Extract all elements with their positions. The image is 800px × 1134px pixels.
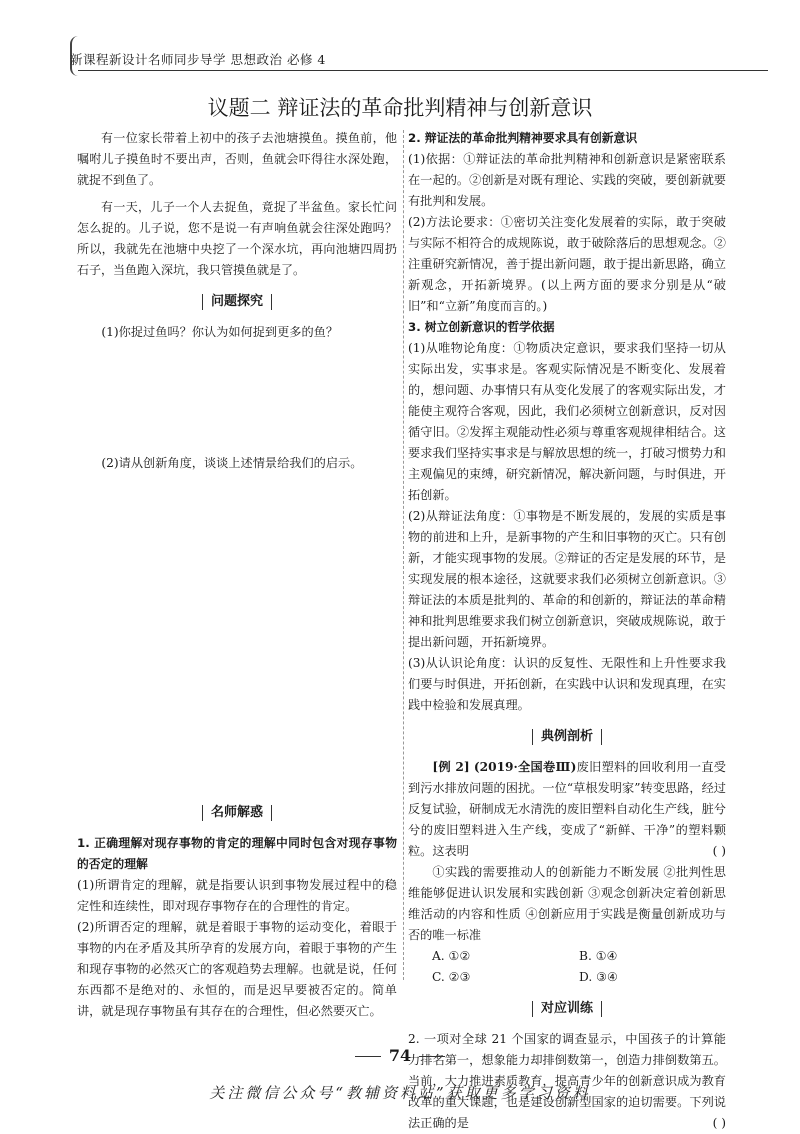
option-c: C. ②③	[432, 970, 471, 984]
left-column	[77, 128, 397, 1022]
section-2-title: 2. 辩证法的革命批判精神要求具有创新意识	[408, 131, 638, 145]
header-rule	[78, 70, 768, 71]
answer-options	[408, 946, 726, 988]
section-3-para-3: (3)从认识论角度：认识的反复性、无限性和上升性要求我们要与时俱进，开拓创新，在实践中认识和发现真理，在实践中检验和发展真理。	[408, 656, 726, 712]
story-paragraph-1: 有一位家长带着上初中的孩子去池塘摸鱼。摸鱼前，他嘱咐儿子摸鱼时不要出声，否则，鱼就会吓得往水深处跑，就捉不到鱼了。	[77, 131, 397, 187]
question-1: (1)你捉过鱼吗？你认为如何捉到更多的鱼？	[101, 325, 339, 339]
section-1-title: 1. 正确理解对现存事物的肯定的理解中同时包含对现存事物的否定的理解	[77, 836, 397, 871]
section-1-para-2: (2)所谓否定的理解，就是着眼于事物的运动变化，着眼于事物的内在矛盾及其所孕育的发展方向，着眼于事物的产生和现存事物的必然灭亡的客观趋势去理解。也就是说，任何东西都不是绝对的、永恒的，而是迟早要被否定的。简单讲，就是现存事物虽有其存在的合理性，但必然要灭亡。	[77, 920, 397, 1018]
section-box-example: 典例剖析	[408, 726, 726, 747]
example-text: 废旧塑料的回收利用一直受到污水排放问题的困扰。一位“草根发明家”转变思路，经过反复试验，研制成无水清洗的废旧塑料自动化生产线，脏兮兮的废旧塑料进入生产线，变成了“新鲜、干净”的塑料颗粒。这表明	[408, 760, 726, 858]
story-paragraph-2: 有一天，儿子一个人去捉鱼，竟捉了半盆鱼。家长忙问怎么捉的。儿子说，您不是说一有声响鱼就会往深处跑吗？所以，我就先在池塘中央挖了一个深水坑，再向池塘四周扔石子，当鱼跑入深坑，我只管摸鱼就是了。	[77, 200, 397, 277]
option-a: A. ①②	[432, 949, 471, 963]
option-b: B. ①④	[579, 949, 618, 963]
right-column	[408, 128, 726, 1134]
option-d: D. ③④	[579, 970, 618, 984]
section-1-para-1: (1)所谓肯定的理解，就是指要认识到事物发展过程中的稳定性和连续性，即对现存事物存在的合理性的肯定。	[77, 878, 397, 913]
example-question	[408, 757, 726, 862]
section-box-training: 对应训练	[408, 998, 726, 1019]
answer-paren: ( )	[712, 844, 726, 858]
section-3-para-2: (2)从辩证法角度：①事物是不断发展的，发展的实质是事物的前进和上升，是新事物的产生和旧事物的灭亡。只有创新，才能实现事物的发展。②辩证的否定是发展的环节，是实现发展的根本途径，这就要求我们必须树立创新意识。③辩证法的本质是批判的、革命的和创新的，辩证法的革命精神和批判思维要求我们树立创新意识，突破成规陈说，敢于提出新问题，开拓新境界。	[408, 509, 726, 649]
question-2: (2)请从创新角度，谈谈上述情景给我们的启示。	[101, 456, 363, 470]
running-header: 新课程新设计名师同步导学 思想政治 必修 4	[70, 52, 326, 67]
example-label: [例 2]	[432, 760, 470, 774]
section-2-para-1: (1)依据：①辩证法的革命批判精神和创新意识是紧密联系在一起的。②创新是对既有理论、实践的突破，要创新就要有批判和发展。	[408, 152, 726, 208]
section-3-para-1: (1)从唯物论角度：①物质决定意识，要求我们坚持一切从实际出发，实事求是。客观实际情况是不断变化、发展着的，想问题、办事情只有从变化发展了的客观实际出发，才能使主观符合客观，因此，我们必须树立创新意识，反对因循守旧。②发挥主观能动性必须与尊重客观规律相结合。这要求我们坚持实事求是与解放思想的统一，打破习惯势力和主观偏见的束缚，研究新情况，解决新问题，与时俱进，开拓创新。	[408, 341, 726, 502]
footer-watermark: 关注微信公众号“教辅资料站”获取更多学习资料	[209, 1084, 591, 1102]
section-3-title: 3. 树立创新意识的哲学依据	[408, 320, 555, 334]
column-divider	[403, 130, 404, 980]
example-statements: ①实践的需要推动人的创新能力不断发展 ②批判性思维能够促进认识发展和实践创新 ③观念创新决定着创新思维活动的内容和性质 ④创新应用于实践是衡量创新成功与否的唯一标准	[408, 865, 726, 942]
training-question: 2. 一项对全球 21 个国家的调查显示，中国孩子的计算能力排名第一，想象能力却排倒数第一，创造力排倒数第五。当前，大力推进素质教育，提高青少年的创新意识成为教育改革的重大课题，也是建设创新型国家的迫切需要。下列说法正确的是 ( )	[408, 1029, 726, 1134]
section-2-para-2: (2)方法论要求：①密切关注变化发展着的实际，敢于突破与实际不相符合的成规陈说，敢于破除落后的思想观念。②注重研究新情况，善于提出新问题，敢于提出新思路，确立新观念，开拓新境界。(以上两方面的要求分别是从“破旧”和“立新”角度而言的。)	[408, 215, 726, 313]
page-title: 议题二 辩证法的革命批判精神与创新意识	[207, 96, 593, 120]
section-box-inquiry: 问题探究	[77, 291, 397, 312]
section-box-explain: 名师解惑	[77, 802, 397, 823]
example-source: (2019·全国卷Ⅲ)	[473, 760, 577, 774]
page-number: 74	[0, 1046, 800, 1065]
training-paren: ( )	[712, 1116, 726, 1130]
